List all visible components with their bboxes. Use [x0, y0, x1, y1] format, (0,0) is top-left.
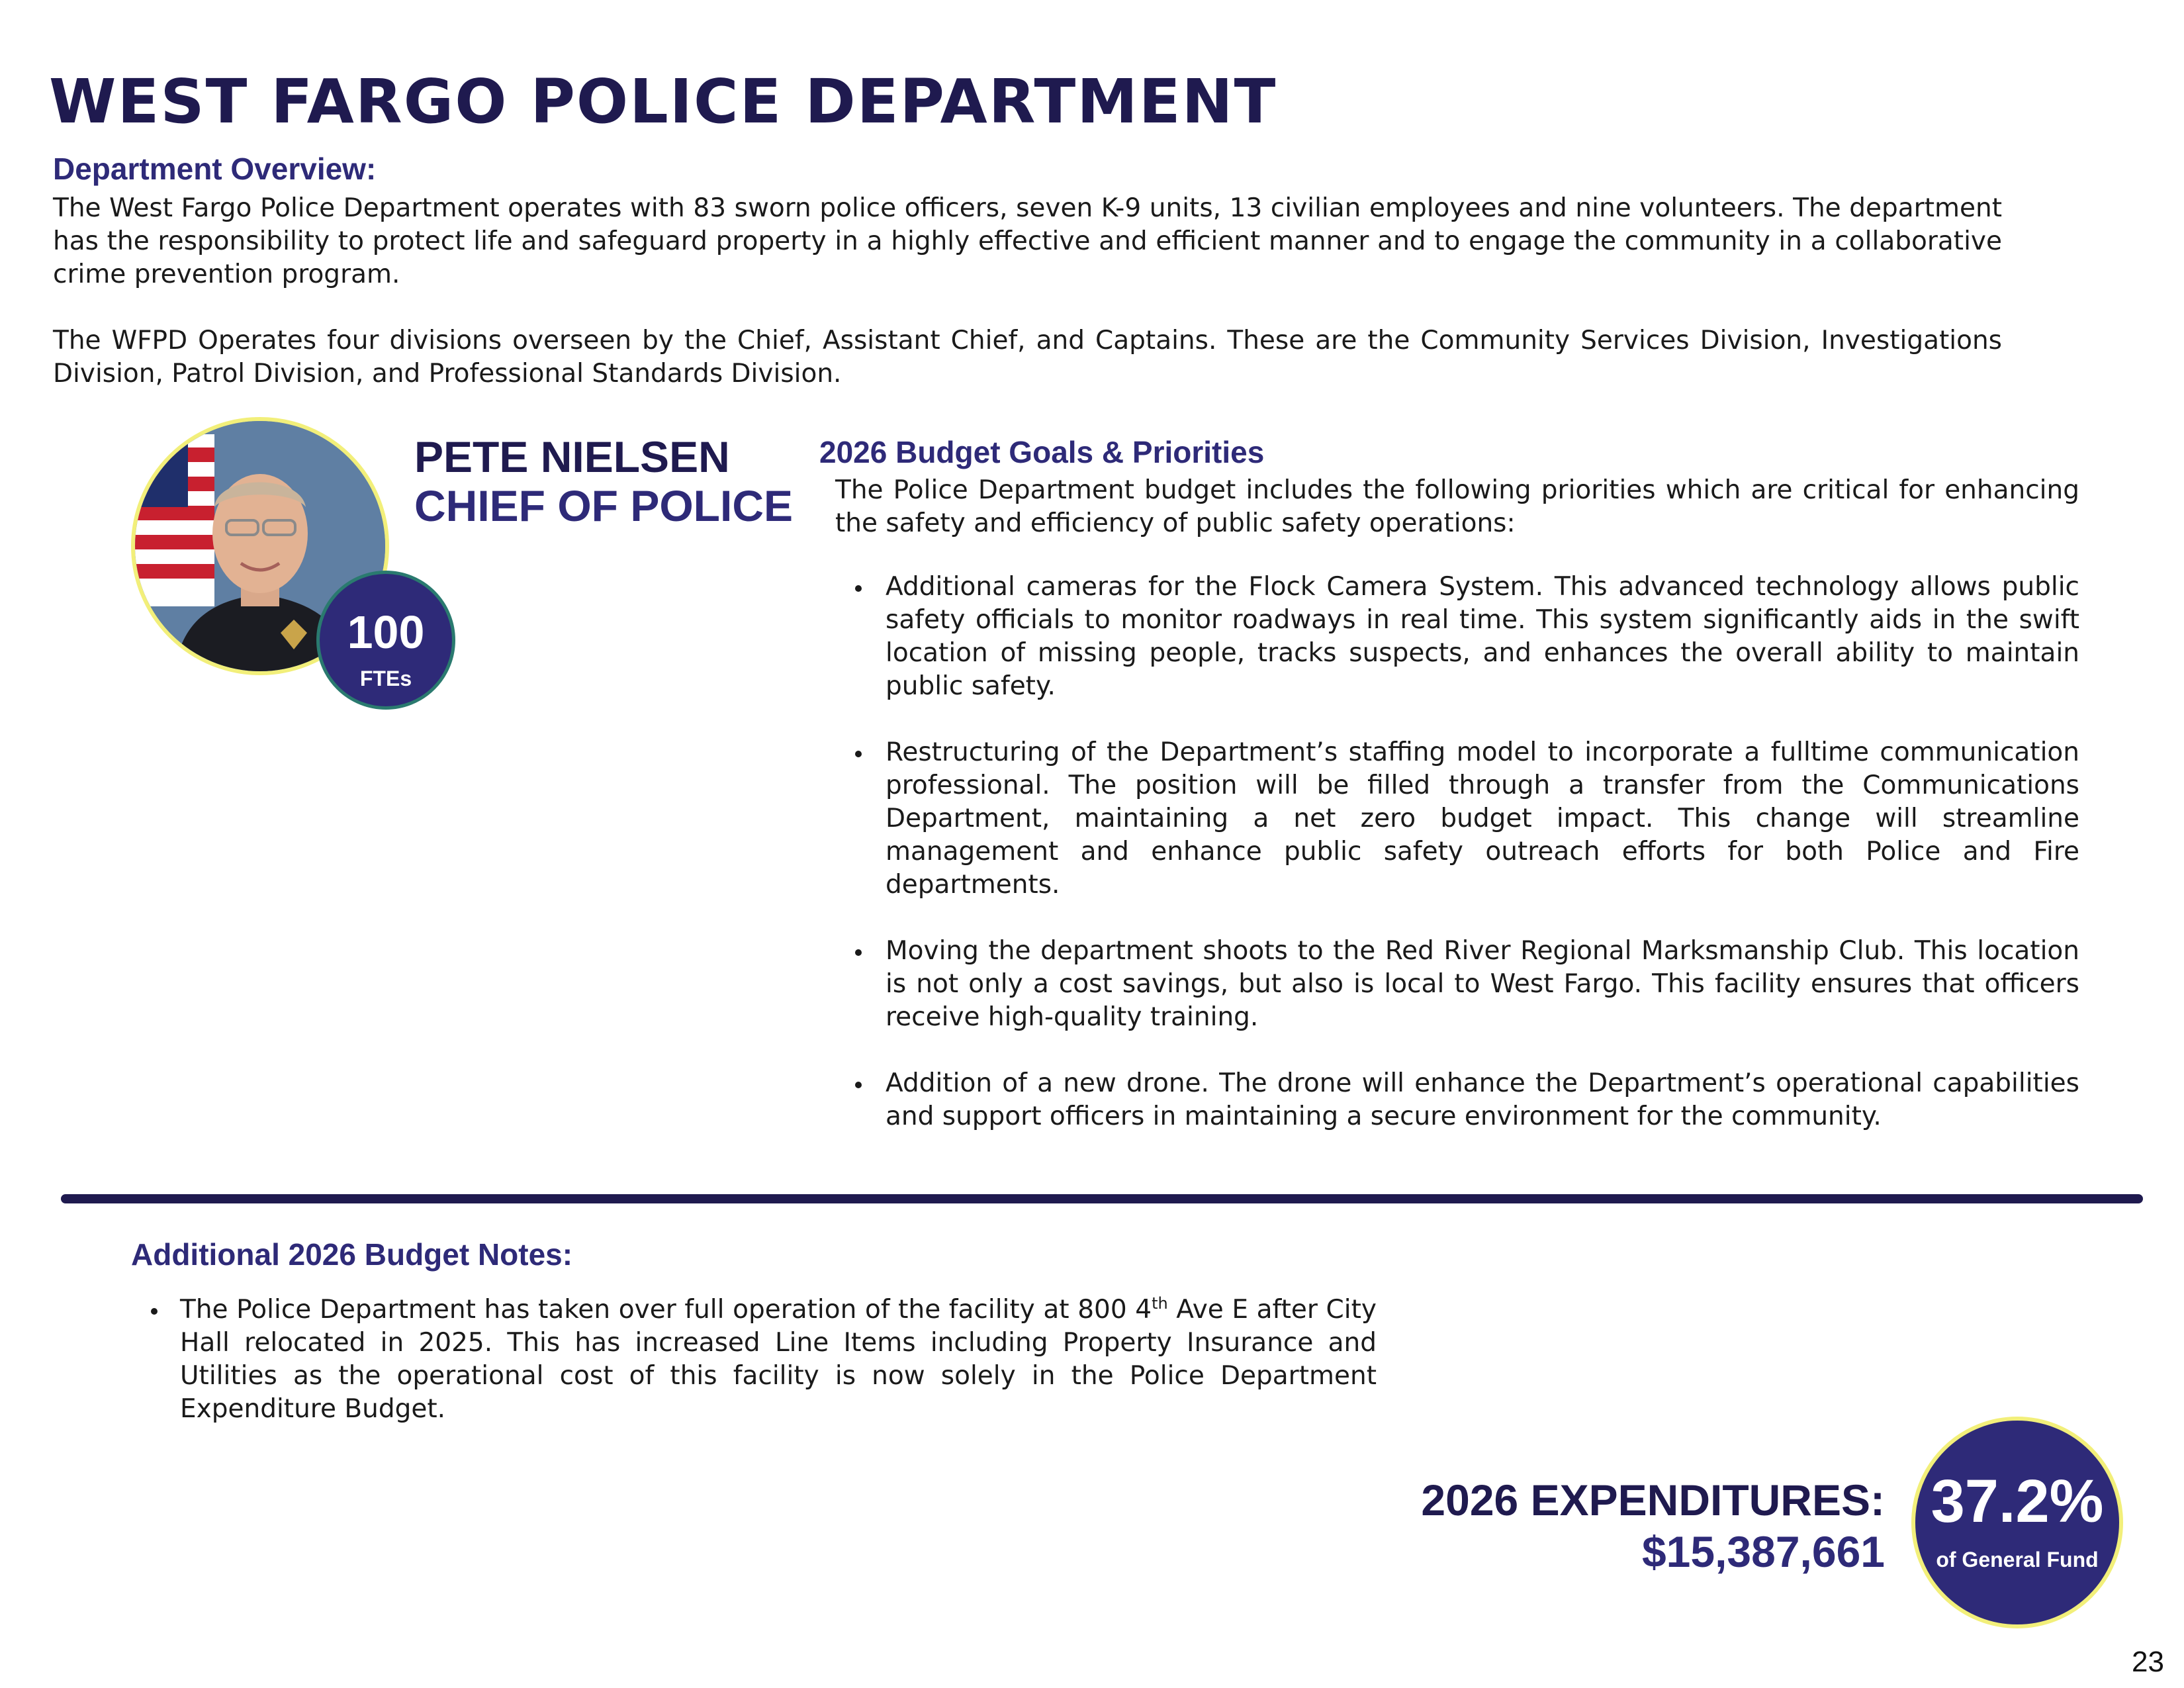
expenditures-label: 2026 EXPENDITURES: — [1421, 1476, 1885, 1524]
section-divider — [61, 1194, 2143, 1203]
fte-value: 100 — [347, 606, 425, 658]
page-title: WEST FARGO POLICE DEPARTMENT — [49, 66, 1277, 137]
expenditures-amount: $15,387,661 — [1641, 1527, 1885, 1576]
list-item: Moving the department shoots to the Red River Regional Marksmanship Club. This location is not only a cost savings, but also is local to West Fargo. This facility ensures that officers receive high-quality training. — [835, 935, 2079, 1034]
chief-name: PETE NIELSEN — [414, 432, 730, 481]
notes-heading: Additional 2026 Budget Notes: — [131, 1237, 573, 1272]
notes-list — [131, 1293, 1377, 1426]
general-fund-percent: 37.2% — [1931, 1468, 2104, 1535]
flag-icon — [135, 434, 214, 606]
fte-badge — [316, 571, 455, 710]
overview-heading: Department Overview: — [53, 152, 377, 186]
list-item — [131, 1293, 1377, 1426]
page-number: 23 — [2132, 1646, 2164, 1678]
list-item: Addition of a new drone. The drone will enhance the Department’s operational capabilities and support officers in maintaining a secure environment for the community. — [835, 1067, 2079, 1133]
list-item: Restructuring of the Department’s staffing model to incorporate a fulltime communication professional. The position will be filled through a transfer from the Communications Department, maintaining a net zero budget impact. This change will streamline management and enhance public safety outreach efforts for both Police and Fire departments. — [835, 736, 2079, 902]
overview-paragraph-1: The West Fargo Police Department operates with 83 sworn police officers, seven K-9 units, 13 civilian employees and nine volunteers. The department has the responsibility to protect life and safeguard property in a highly effective and efficient manner and to engage the community in a collaborative crime prevention program. — [53, 193, 2002, 289]
general-fund-label: of General Fund — [1936, 1548, 2099, 1571]
fte-label: FTEs — [359, 667, 412, 690]
note-text-part-2: Ave E after City Hall relocated in 2025. This has increased Line Items including Property Insurance and Utilities as the operational cost of this facility is now solely in the Police Department Expenditure Budget. — [180, 1295, 1377, 1424]
goals-list — [835, 571, 2079, 1166]
note-superscript: th — [1152, 1294, 1168, 1313]
goals-heading: 2026 Budget Goals & Priorities — [819, 435, 1265, 469]
general-fund-badge — [1911, 1417, 2123, 1628]
goals-intro: The Police Department budget includes the following priorities which are critical for enhancing the safety and efficiency of public safety operations: — [835, 475, 2079, 538]
note-text-part-1: The Police Department has taken over full operation of the facility at 800 4 — [180, 1295, 1152, 1325]
chief-title: CHIEF OF POLICE — [414, 481, 794, 530]
overview-paragraph-2: The WFPD Operates four divisions overseen by the Chief, Assistant Chief, and Captains. These are the Community Services Division, Investigations Division, Patrol Division, and Professional Standards Division. — [53, 326, 2002, 389]
list-item: Additional cameras for the Flock Camera System. This advanced technology allows public safety officials to monitor roadways in real time. This system significantly aids in the swift location of missing people, tracks suspects, and enhances the overall ability to maintain public safety. — [835, 571, 2079, 703]
